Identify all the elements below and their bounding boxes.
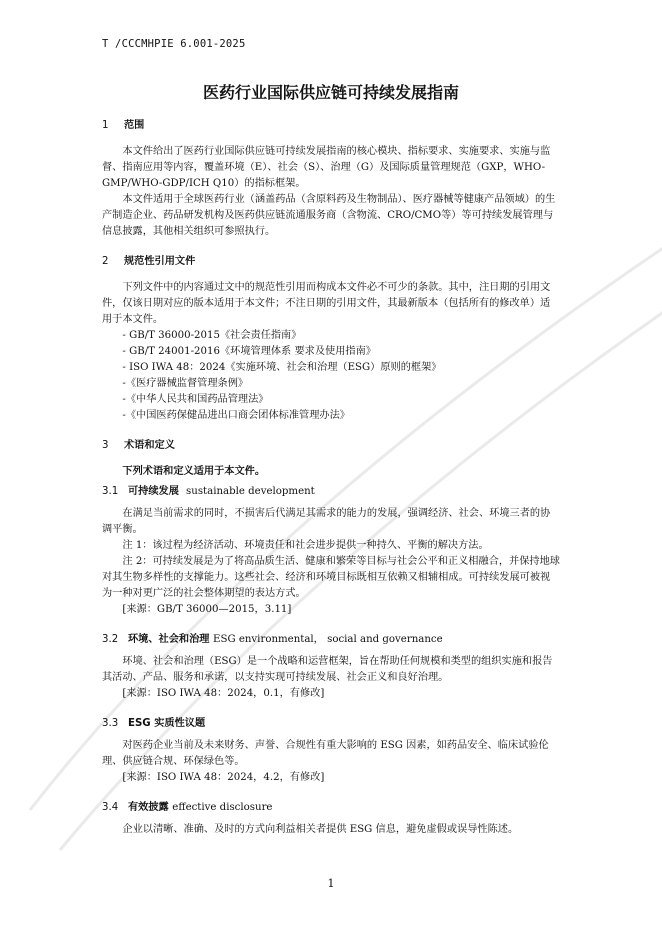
- reference-item: - GB/T 24001-2016《环境管理体系 要求及使用指南》: [122, 346, 376, 357]
- section-heading: [102, 438, 560, 454]
- term-number: 3.4: [102, 802, 119, 813]
- term-source: [来源：ISO IWA 48：2024，4.2，有修改]: [122, 772, 325, 783]
- paragraph: 本文件适用于全球医药行业（涵盖药品（含原料药及生物制品）、医疗器械等健康产品领域）的生产制造企业、药品研发机构及医药供应链流通服务商（含物流、CRO/CMO等）等可持续发展管理与信息披露，其他相关组织可参照执行。: [102, 194, 556, 237]
- term-definition: 环境、社会和治理（ESG）是一个战略和运营框架，旨在帮助任何规模和类型的组织实施和报告其活动、产品、服务和承诺，以支持实现可持续发展、社会正义和良好治理。: [102, 656, 553, 683]
- term-heading: [102, 632, 560, 648]
- term-definition: 在满足当前需求的同时，不损害后代满足其需求的能力的发展，强调经济、社会、环境三者的协调平衡。: [102, 508, 551, 535]
- reference-item: -《医疗器械监督管理条例》: [122, 378, 249, 389]
- section-number: 3: [102, 440, 109, 451]
- term-heading: [102, 484, 560, 500]
- term-title: 可持续发展: [128, 486, 179, 497]
- reference-item: - GB/T 36000-2015《社会责任指南》: [122, 330, 302, 341]
- term-heading: [102, 716, 560, 732]
- page-number: 1: [327, 877, 335, 890]
- term-number: 3.1: [102, 486, 119, 497]
- term-number: 3.2: [102, 634, 119, 645]
- section-heading: [102, 118, 560, 134]
- term-title: 环境、社会和治理: [128, 634, 210, 645]
- term-definition: 企业以清晰、准确、及时的方式向利益相关者提供 ESG 信息，避免虚假或误导性陈述。: [122, 824, 519, 835]
- term-note: 注 1：该过程为经济活动、环境责任和社会进步提供一种持久、平衡的解决方法。: [122, 540, 489, 551]
- term-title: 有效披露: [128, 802, 169, 813]
- section-number: 2: [102, 256, 109, 267]
- section-title: 范围: [124, 120, 145, 131]
- term-note: 注 2：可持续发展是为了将高品质生活、健康和繁荣等目标与社会公平和正义相融合，并保持地球对其生物多样性的支撑能力。这些社会、经济和环境目标既相互依赖又相辅相成。可持续发展可被视为一种对更广泛的社会整体期望的表达方式。: [102, 556, 560, 599]
- term-source: [来源：GB/T 36000—2015，3.11]: [122, 604, 292, 615]
- term-title: ESG 实质性议题: [128, 718, 206, 729]
- term-english: ESG environmental， social and governance: [213, 634, 443, 645]
- paragraph: 本文件给出了医药行业国际供应链可持续发展指南的核心模块、指标要求、实施要求、实施与监督、指南应用等内容，覆盖环境（E）、社会（S）、治理（G）及国际质量管理规范（GXP，WHO-GMP/WHO-GDP/ICH Q10）的指标框架。: [102, 146, 551, 189]
- term-source: [来源：ISO IWA 48：2024，0.1，有修改]: [122, 688, 325, 699]
- term-definition: 对医药企业当前及未来财务、声誉、合规性有重大影响的 ESG 因素，如药品安全、临床试验伦理、供应链合规、环保绿色等。: [102, 740, 549, 767]
- section-title: 术语和定义: [124, 440, 175, 451]
- section-heading: [102, 254, 560, 270]
- reference-item: -《中国医药保健品进出口商会团体标准管理办法》: [122, 410, 350, 421]
- document-title: 医药行业国际供应链可持续发展指南: [202, 83, 459, 102]
- reference-item: -《中华人民共和国药品管理法》: [122, 394, 269, 405]
- term-english: effective disclosure: [172, 802, 273, 813]
- document-body: [102, 118, 560, 838]
- intro-text: 下列术语和定义适用于本文件。: [122, 466, 266, 477]
- section-number: 1: [102, 120, 109, 131]
- section-title: 规范性引用文件: [124, 256, 196, 267]
- reference-item: - ISO IWA 48：2024《实施环境、社会和治理（ESG）原则的框架》: [122, 362, 442, 373]
- paragraph: 下列文件中的内容通过文中的规范性引用而构成本文件必不可少的条款。其中，注日期的引用文件，仅该日期对应的版本适用于本文件；不注日期的引用文件，其最新版本（包括所有的修改单）适用于本文件。: [102, 282, 551, 325]
- document-code: T /CCCMHPIE 6.001-2025: [102, 38, 246, 50]
- term-heading: [102, 800, 560, 816]
- term-english: sustainable development: [186, 486, 315, 497]
- term-number: 3.3: [102, 718, 119, 729]
